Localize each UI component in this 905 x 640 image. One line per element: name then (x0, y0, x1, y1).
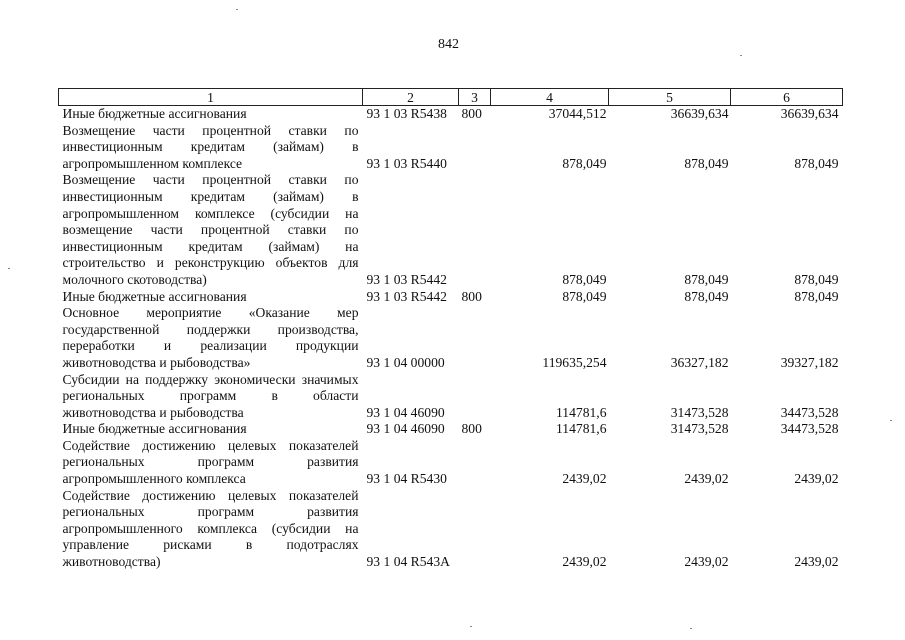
row-expense-type (459, 123, 491, 173)
row-name: Содействие достижению целевых показателей региональных программ развития агропромышленного комплекса (62, 437, 359, 487)
row-value-col4: 878,049 (562, 288, 607, 304)
header-col-3: 3 (459, 89, 491, 106)
row-value-col6: 2439,02 (794, 471, 839, 487)
row-name: Основное мероприятие «Оказание мер государственной поддержки производства, переработки и реализации продукции животноводства и рыбоводства» (62, 305, 359, 370)
row-value-col6: 878,049 (794, 155, 839, 171)
budget-table (58, 88, 843, 571)
row-name: Иные бюджетные ассигнования (62, 288, 247, 304)
row-code: 93 1 04 46090 (366, 421, 445, 437)
row-value-col5: 36327,182 (670, 354, 729, 370)
scan-speck (8, 268, 10, 269)
header-row (59, 89, 843, 106)
row-value-col5: 31473,528 (670, 404, 729, 420)
row-expense-type (459, 305, 491, 371)
row-value-col5: 2439,02 (684, 554, 729, 570)
scan-speck (470, 626, 472, 627)
table-row (59, 305, 843, 371)
row-code: 93 1 03 R5442 (366, 288, 447, 304)
row-value-col5: 878,049 (684, 271, 729, 287)
row-expense-type: 800 (461, 106, 482, 121)
row-value-col4: 119635,254 (542, 354, 607, 370)
table-row (59, 289, 843, 306)
row-value-col4: 878,049 (562, 271, 607, 287)
row-value-col5: 2439,02 (684, 471, 729, 487)
table-row (59, 488, 843, 571)
scan-speck (690, 628, 692, 629)
header-col-2: 2 (363, 89, 459, 106)
table-row (59, 172, 843, 288)
row-value-col6: 34473,528 (780, 404, 839, 420)
scan-speck (236, 9, 238, 10)
table-header (59, 89, 843, 106)
row-name: Иные бюджетные ассигнования (62, 421, 247, 437)
row-name: Возмещение части процентной ставки по инвестиционным кредитам (займам) в агропромышленном комплексе (62, 122, 359, 171)
scan-speck (890, 420, 892, 421)
table-row (59, 123, 843, 173)
row-code: 93 1 04 R543A (366, 554, 450, 570)
row-value-col4: 114781,6 (556, 421, 607, 437)
row-expense-type (459, 488, 491, 571)
row-expense-type: 800 (461, 288, 482, 304)
table-row (59, 438, 843, 488)
table-row (59, 106, 843, 123)
row-expense-type (459, 372, 491, 422)
row-code: 93 1 04 00000 (366, 354, 445, 370)
row-value-col6: 34473,528 (780, 421, 839, 437)
row-name: Иные бюджетные ассигнования (62, 106, 247, 121)
row-value-col6: 2439,02 (794, 554, 839, 570)
row-expense-type (459, 438, 491, 488)
row-value-col5: 31473,528 (670, 421, 729, 437)
row-value-col6: 878,049 (794, 271, 839, 287)
row-value-col4: 878,049 (562, 155, 607, 171)
header-col-6: 6 (731, 89, 843, 106)
row-value-col5: 878,049 (684, 288, 729, 304)
row-name: Возмещение части процентной ставки по инвестиционным кредитам (займам) в агропромышленном комплексе (субсидии на возмещение части процентной ставки по инвестиционным кредитам (займам) на строительство и реконструкцию объектов для молочного скотоводства) (62, 172, 359, 287)
row-value-col6: 878,049 (794, 288, 839, 304)
row-code: 93 1 03 R5438 (366, 106, 447, 121)
row-value-col4: 37044,512 (548, 106, 607, 121)
row-code: 93 1 03 R5440 (366, 155, 447, 171)
table-row (59, 372, 843, 422)
row-code: 93 1 04 46090 (366, 404, 445, 420)
row-expense-type (459, 172, 491, 288)
row-value-col4: 114781,6 (556, 404, 607, 420)
row-value-col5: 878,049 (684, 155, 729, 171)
row-value-col4: 2439,02 (562, 471, 607, 487)
header-col-4: 4 (491, 89, 609, 106)
row-code: 93 1 03 R5442 (366, 271, 447, 287)
row-value-col4: 2439,02 (562, 554, 607, 570)
row-name: Содействие достижению целевых показателей региональных программ развития агропромышленного комплекса (субсидии на управление рисками в подотраслях животноводства) (62, 487, 359, 570)
header-col-1: 1 (59, 89, 363, 106)
table-body (59, 106, 843, 571)
row-value-col6: 39327,182 (780, 354, 839, 370)
row-name: Субсидии на поддержку экономически значимых региональных программ в области животноводства и рыбоводства (62, 371, 359, 420)
header-col-5: 5 (609, 89, 731, 106)
table-row (59, 421, 843, 438)
row-value-col5: 36639,634 (670, 106, 729, 121)
scan-speck (740, 55, 742, 56)
page-number: 842 (438, 37, 459, 52)
row-code: 93 1 04 R5430 (366, 471, 447, 487)
row-expense-type: 800 (461, 421, 482, 437)
row-value-col6: 36639,634 (780, 106, 839, 121)
